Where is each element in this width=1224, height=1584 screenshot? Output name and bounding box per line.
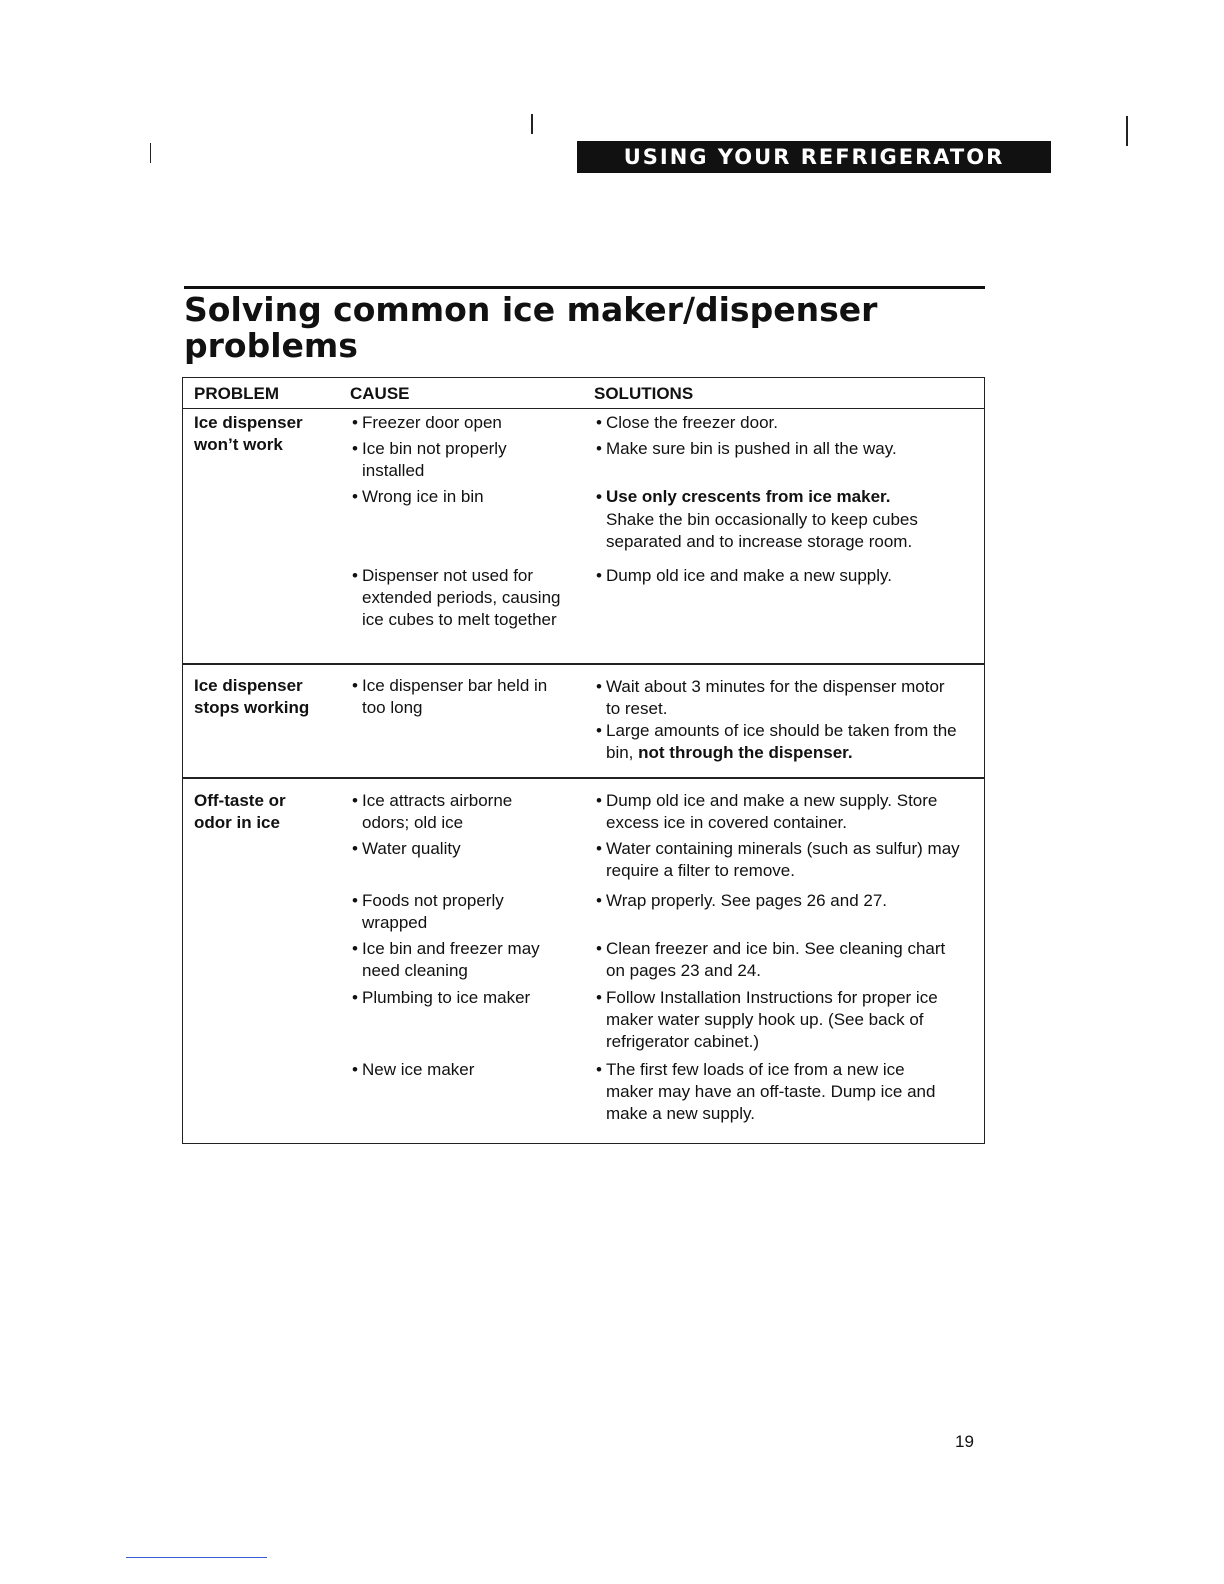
bullet-icon: • [352,791,358,810]
solution-item: • Dump old ice and make a new supply. Store excess ice in covered container. [596,791,938,832]
cause-item: • Ice dispenser bar held in too long [352,676,548,717]
footer-link-underline [126,1557,267,1558]
bullet-icon: • [596,677,602,696]
bullet-icon: • [352,988,358,1007]
bullet-icon: • [596,939,602,958]
page-number: 19 [955,1432,974,1451]
bullet-icon: • [352,566,358,585]
bullet-icon: • [596,839,602,858]
cause-item: • Water quality [352,839,461,858]
title-rule [184,286,985,289]
solution-note: Shake the bin occasionally to keep cubes separated and to increase storage room. [606,510,918,551]
bullet-icon: • [352,413,358,432]
solution-item: • Dump old ice and make a new supply. [596,566,893,585]
cause-item: • Ice attracts airborne odors; old ice [352,791,513,832]
scan-mark [1126,116,1128,146]
cause-item: • Freezer door open [352,413,502,432]
header-cause: CAUSE [350,384,410,403]
cause-item: • Ice bin and freezer may need cleaning [352,939,540,980]
cause-item: • Ice bin not properly installed [352,439,507,480]
header-divider [182,408,985,409]
solution-item: • Water containing minerals (such as sulfur) may require a filter to remove. [596,839,960,880]
solution-item: • The first few loads of ice from a new ice maker may have an off-taste. Dump ice and make a new supply. [596,1060,936,1123]
section-divider [182,663,985,665]
bullet-icon: • [596,791,602,810]
bullet-icon: • [352,891,358,910]
solution-item: • Make sure bin is pushed in all the way. [596,439,897,458]
problem-label: Off-taste or odor in ice [194,791,286,832]
scan-mark [531,114,533,134]
bullet-icon: • [596,1060,602,1079]
bullet-icon: • [352,487,358,506]
cause-item: • New ice maker [352,1060,475,1079]
bullet-icon: • [352,839,358,858]
emphasis-text: not through the dispenser. [638,743,853,762]
bullet-icon: • [596,891,602,910]
cause-item: • Dispenser not used for extended periods, causing ice cubes to melt together [352,566,561,629]
header-solutions: SOLUTIONS [594,384,694,403]
bullet-icon: • [352,676,358,695]
page-title: Solving common ice maker/dispenser problems [184,290,878,365]
bullet-icon: • [352,439,358,458]
solution-item: • Close the freezer door. [596,413,778,432]
solution-item: • Wrap properly. See pages 26 and 27. [596,891,887,910]
solution-item: • Use only crescents from ice maker. [596,487,891,506]
section-divider [182,777,985,779]
bullet-icon: • [596,439,602,458]
cause-item: • Foods not properly wrapped [352,891,504,932]
section-banner: USING YOUR REFRIGERATOR [577,141,1051,173]
cause-item: • Plumbing to ice maker [352,988,531,1007]
bullet-icon: • [596,566,602,585]
header-problem: PROBLEM [194,384,279,403]
solution-item: • Large amounts of ice should be taken from the bin, not through the dispenser. [596,721,957,762]
solution-item: • Clean freezer and ice bin. See cleaning chart on pages 23 and 24. [596,939,946,980]
bullet-icon: • [596,988,602,1007]
problem-label: Ice dispenser won’t work [194,413,303,454]
bullet-icon: • [352,1060,358,1079]
bullet-icon: • [596,413,602,432]
bullet-icon: • [596,721,602,740]
solution-item: • Follow Installation Instructions for proper ice maker water supply hook up. (See back of refrigerator cabinet.) [596,988,938,1051]
bullet-icon: • [596,487,602,506]
problem-label: Ice dispenser stops working [194,676,310,717]
cause-item: • Wrong ice in bin [352,487,484,506]
bullet-icon: • [352,939,358,958]
scan-mark [150,143,151,163]
solution-item: • Wait about 3 minutes for the dispenser motor to reset. [596,677,945,718]
